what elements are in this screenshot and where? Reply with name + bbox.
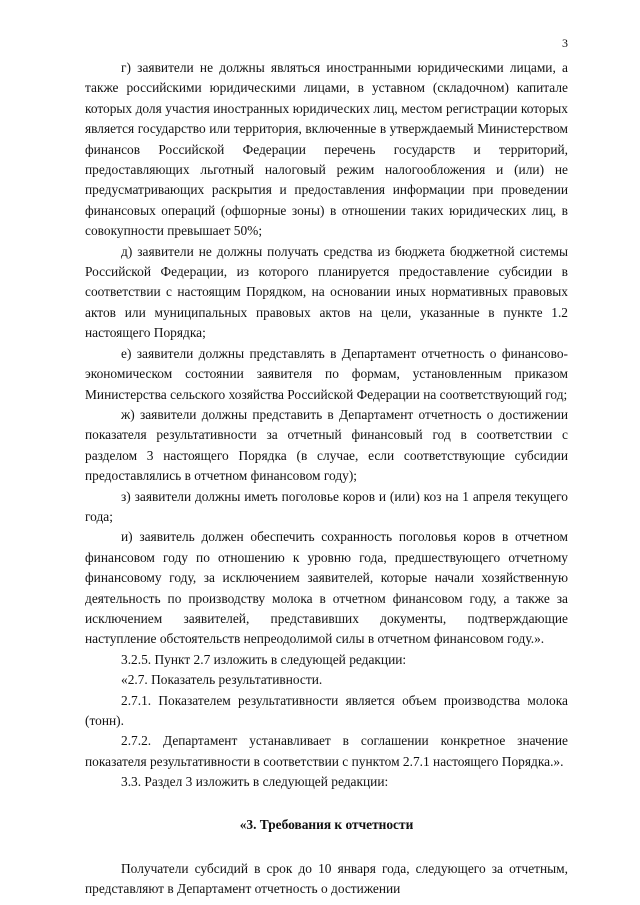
paragraph-2-7-1: 2.7.1. Показателем результативности является объем производства молока (тонн).	[85, 692, 568, 728]
page-number: 3	[562, 36, 568, 50]
paragraph-3-2-5: 3.2.5. Пункт 2.7 изложить в следующей редакции:	[121, 651, 407, 667]
paragraph-g: г) заявители не должны являться иностранными юридическими лицами, а также российскими юридическими лицами, в уставном (складочном) капитале которых доля участия иностранных юридических лиц, местом регистрации которых является государство или территория, включенные в утверждаемый Министерством финансов Российской Федерации перечень государств и территорий, предоставляющих льготный налоговый режим налогообложения и (или) не предусматривающих раскрытия и предоставления информации при проведении финансовых операций (офшорные зоны) в отношении таких юридических лиц, в совокупности превышает 50%;	[85, 60, 568, 239]
paragraph-3-3: 3.3. Раздел 3 изложить в следующей редакции:	[121, 774, 389, 790]
paragraph-2-7: «2.7. Показатель результативности.	[121, 672, 323, 688]
paragraph-z: з) заявители должны иметь поголовье коров и (или) коз на 1 апреля текущего года;	[85, 488, 568, 524]
paragraph-recipients: Получатели субсидий в срок до 10 января года, следующего за отчетным, представляют в Департамент отчетность о достижении	[85, 860, 568, 897]
paragraph-i: и) заявитель должен обеспечить сохранность поголовья коров в отчетном финансовом году по отношению к уровню года, предшествующего отчетному финансовому году, за исключением заявителей, которые начали хозяйственную деятельность по производству молока в отчетном финансовом году, а также за исключением заявителей, представивших документы, подтверждающие наступление обстоятельств непреодолимой силы в отчетном финансовом году.».	[85, 529, 568, 647]
paragraph-e: е) заявители должны представлять в Департамент отчетность о финансово-экономическом состоянии заявителя по формам, установленным приказом Министерства сельского хозяйства Российской Федерации на соответствующий год;	[85, 345, 568, 402]
document-body	[85, 58, 568, 899]
section-heading: «3. Требования к отчетности	[239, 816, 414, 832]
paragraph-zh: ж) заявители должны представить в Департамент отчетность о достижении показателя результативности за отчетный финансовый год в соответствии с разделом 3 настоящего Порядка (в случае, если соответствующие субсидии предоставлялись в отчетном финансовом году);	[85, 406, 568, 484]
paragraph-d: д) заявители не должны получать средства из бюджета бюджетной системы Российской Федерации, из которого планируется предоставление субсидии в соответствии с настоящим Порядком, на основании иных нормативных правовых актов или муниципальных правовых актов на цели, указанные в пункте 1.2 настоящего Порядка;	[85, 243, 568, 341]
paragraph-2-7-2: 2.7.2. Департамент устанавливает в соглашении конкретное значение показателя результативности в соответствии с пунктом 2.7.1 настоящего Порядка.».	[85, 733, 568, 769]
